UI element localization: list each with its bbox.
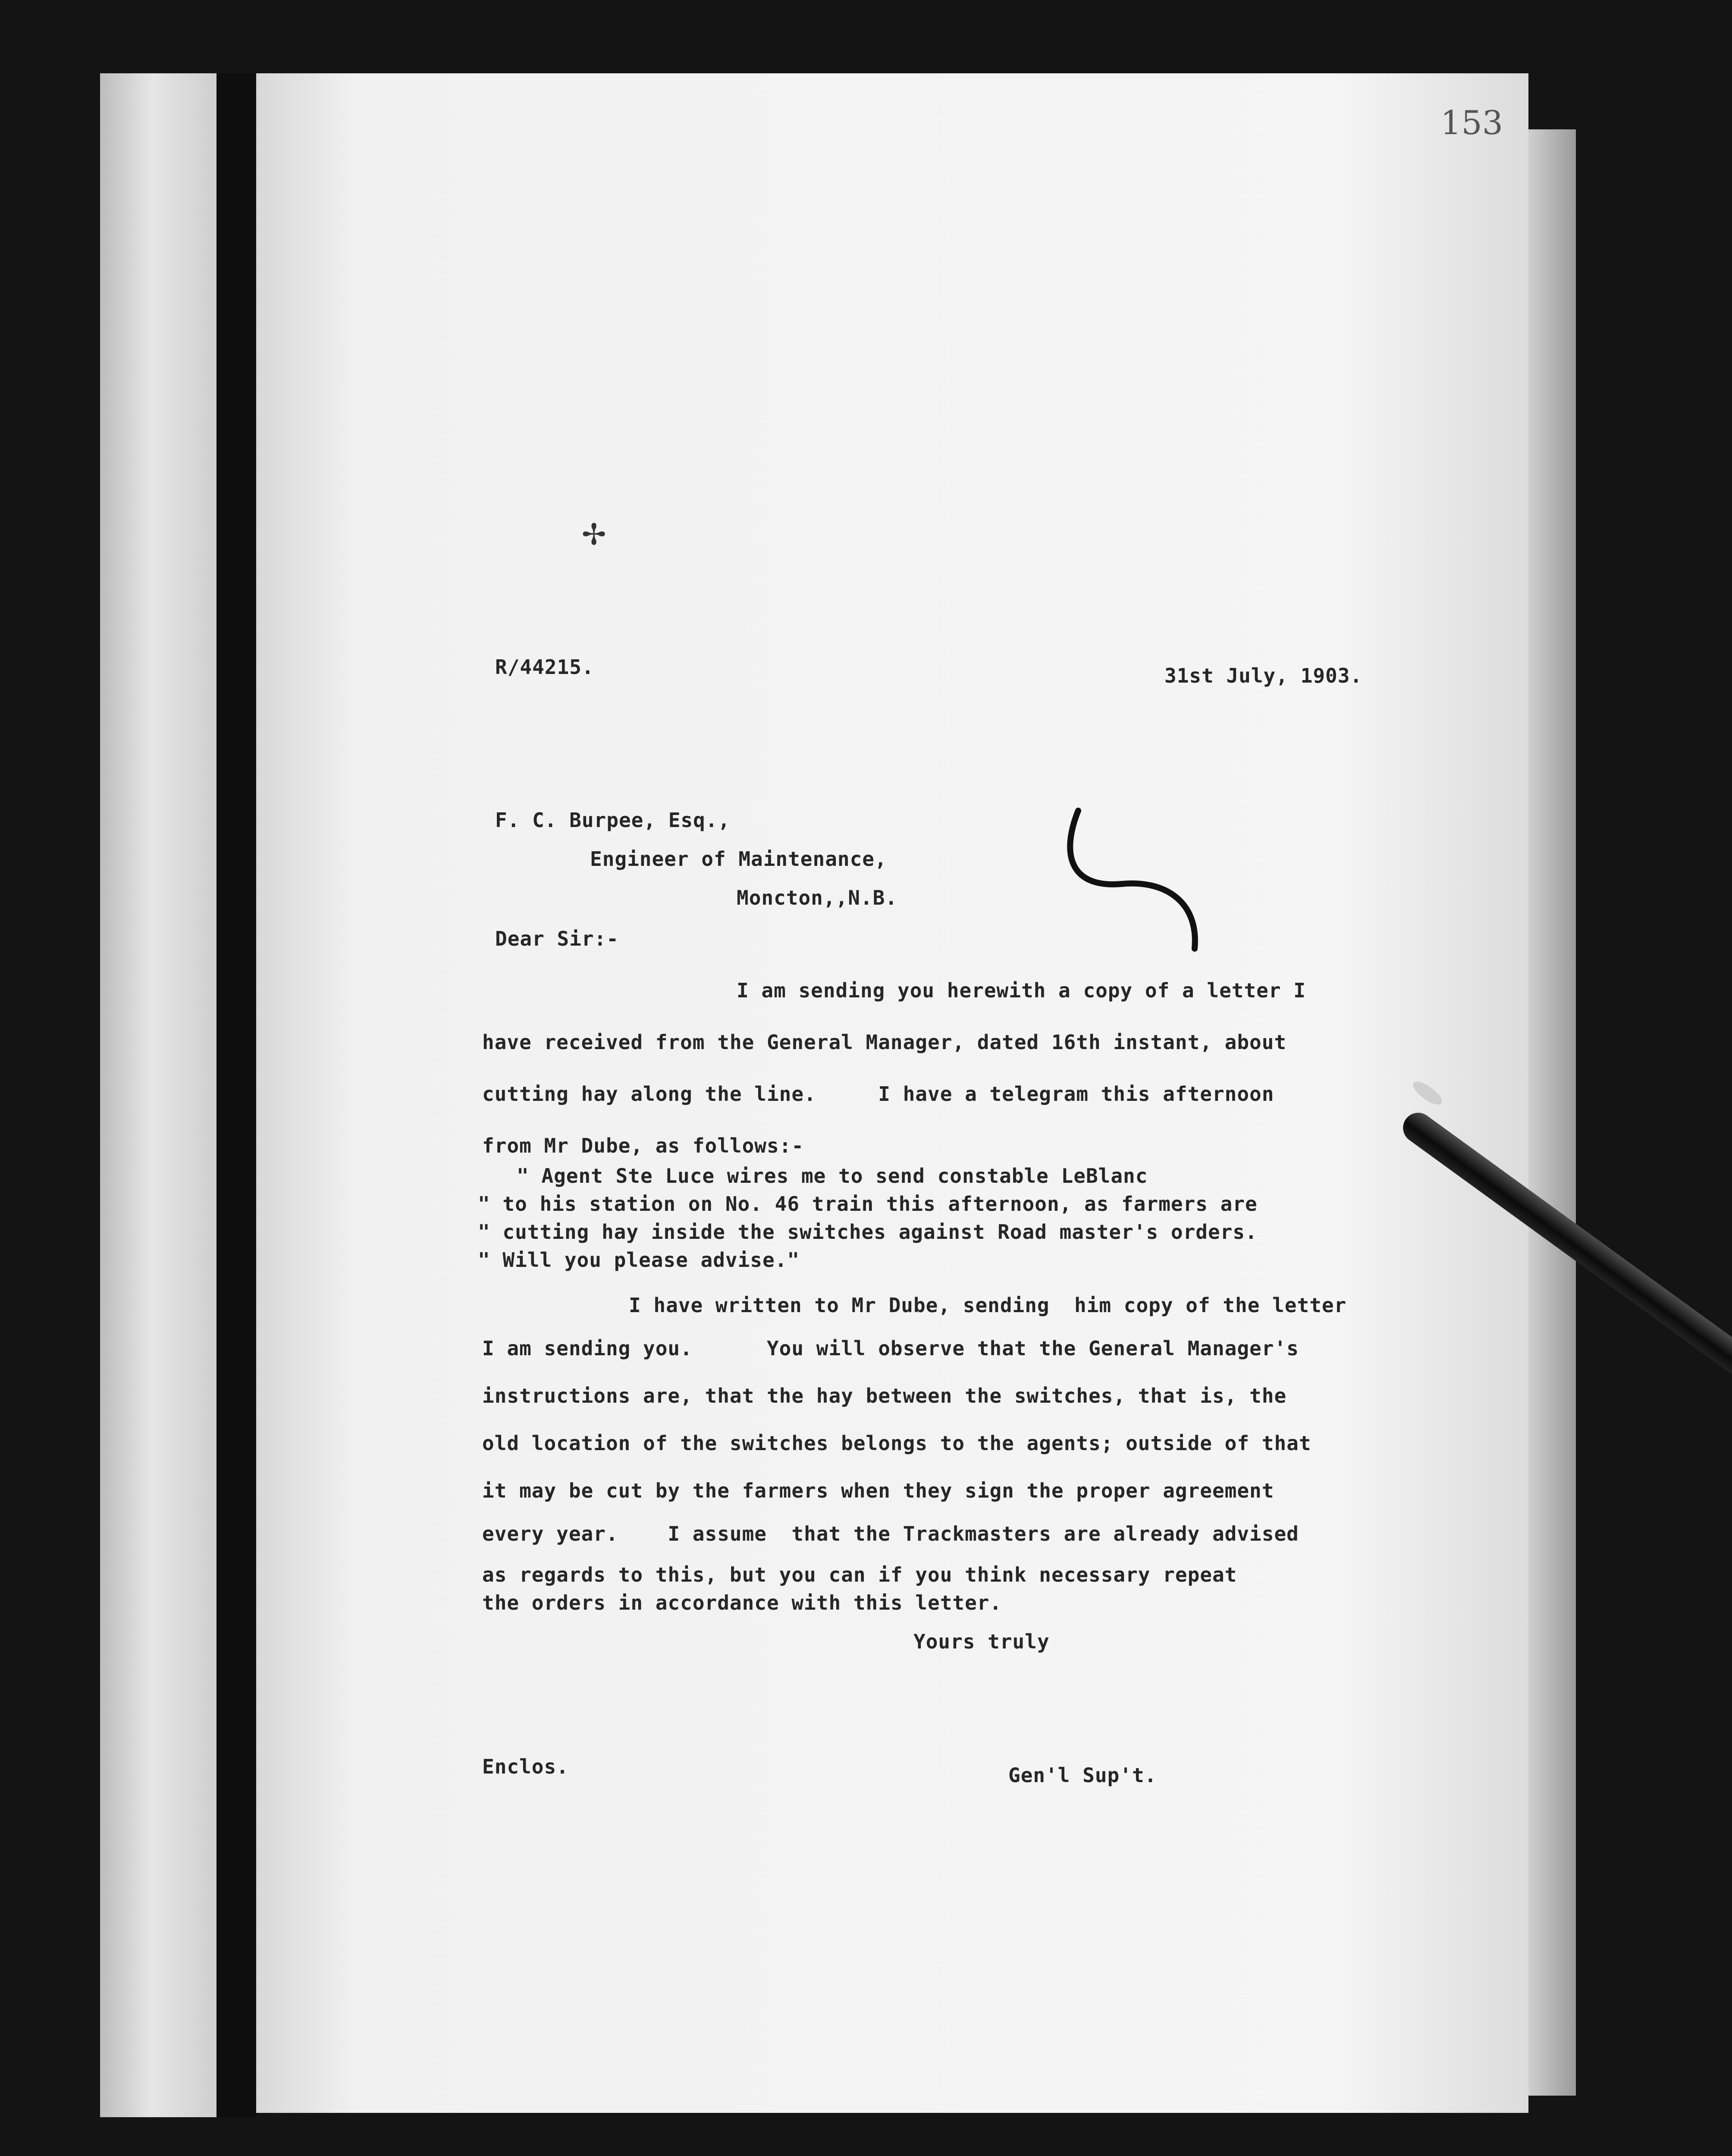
paragraph-2-line: I have written to Mr Dube, sending him copy of the letter — [629, 1294, 1347, 1317]
paragraph-2-line: the orders in accordance with this letter. — [482, 1591, 1002, 1614]
quote-line: " to his station on No. 46 train this afternoon, as farmers are — [478, 1192, 1258, 1216]
handwritten-check-mark — [1052, 802, 1216, 957]
recipient-place: Moncton,,N.B. — [737, 886, 898, 909]
signature: Gen'l Sup't. — [1008, 1764, 1157, 1787]
paragraph-2-line: I am sending you. You will observe that the General Manager's — [482, 1337, 1299, 1360]
recipient-name: F. C. Burpee, Esq., — [495, 808, 731, 832]
paragraph-2-line: old location of the switches belongs to the agents; outside of that — [482, 1432, 1312, 1455]
paragraph-2-line: instructions are, that the hay between the switches, that is, the — [482, 1384, 1287, 1407]
quote-line: " Agent Ste Luce wires me to send constable LeBlanc — [517, 1164, 1148, 1188]
paragraph-1-line: cutting hay along the line. I have a telegram this afternoon — [482, 1082, 1274, 1106]
book-binding — [216, 73, 256, 2117]
reference-number: R/44215. — [495, 655, 594, 679]
paragraph-2-line: every year. I assume that the Trackmasters are already advised — [482, 1522, 1299, 1545]
page-shadow-edge — [1528, 129, 1576, 2096]
recipient-title: Engineer of Maintenance, — [590, 847, 887, 871]
quote-line: " cutting hay inside the switches against Road master's orders. — [478, 1220, 1258, 1244]
quote-line: " Will you please advise." — [478, 1248, 800, 1272]
paragraph-1-line: have received from the General Manager, dated 16th instant, about — [482, 1031, 1287, 1054]
paragraph-2-line: it may be cut by the farmers when they sign the proper agreement — [482, 1479, 1274, 1502]
folded-page-edge — [100, 73, 219, 2117]
paragraph-1-line: from Mr Dube, as follows:- — [482, 1134, 804, 1157]
page-number: 153 — [1440, 103, 1503, 142]
enclosure-note: Enclos. — [482, 1755, 569, 1778]
closing: Yours truly — [913, 1630, 1050, 1653]
paragraph-2-line: as regards to this, but you can if you think necessary repeat — [482, 1563, 1237, 1586]
salutation: Dear Sir:- — [495, 927, 619, 950]
paragraph-1-line: I am sending you herewith a copy of a letter I — [737, 979, 1306, 1002]
cross-mark-icon: ✢ — [582, 509, 606, 554]
letter-date: 31st July, 1903. — [1164, 664, 1363, 687]
